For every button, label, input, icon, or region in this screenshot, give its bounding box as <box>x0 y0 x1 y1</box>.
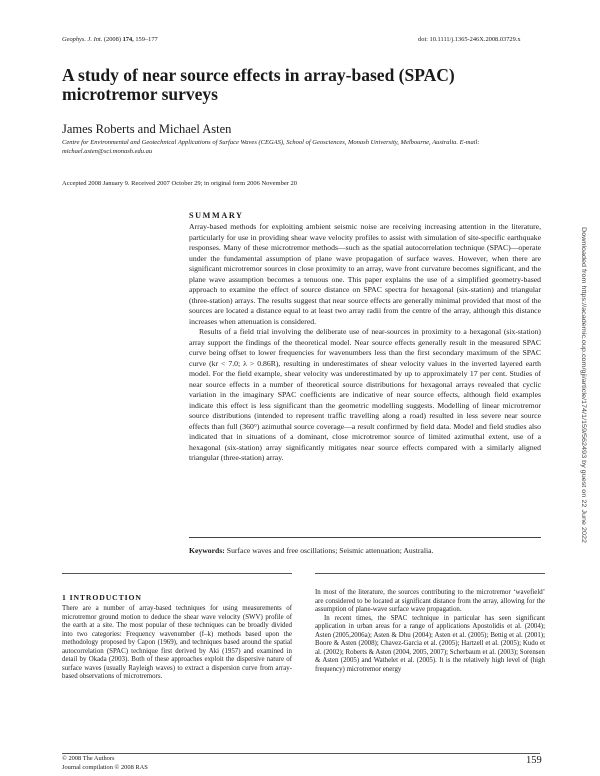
introduction-heading: 1 INTRODUCTION <box>62 593 142 602</box>
doi[interactable]: doi: 10.1111/j.1365-246X.2008.03729.x <box>418 36 521 43</box>
abstract-paragraph-1: Array-based methods for exploiting ambient seismic noise are receiving increasing attention in the literature, particularly for use in providing shear wave velocity profiles to assist with simulation of site-specific earthquake responses. Many of these microtremor methods—such as the spatial autocorrelation technique (SPAC)—operate under the fundamental assumption of plane wave propagation of surface waves. However, when there are significant microtremor sources in close proximity to an array, wave front curvature becomes significant, and the plane wave assumption becomes a tenuous one. This paper explains the use of a simplified geometry-based approach to examine the effect of source distance on SPAC spectra for hexagonal (six-station) and triangular (three-station) arrays. The results suggest that near source effects are generally minimal provided that most of the sources are located a distance equal to at least two array radii from the centre of the array, although this distance increases when attenuation is considered. <box>189 222 541 326</box>
introduction-paragraph-3: In recent times, the SPAC technique in particular has seen significant application in urban areas for a range of applications Apostolidis et al. (2004); Asten (2005,2006a); Asten & Dhu (2004); Asten et al. (2005); Bettig et al. (2001); Boore & Asten (2008); Chavez-Garcia et al. (2005); Hartzell et al. (2005); Kudo et al. (2002); Roberts & Asten (2004, 2005, 2007); Scherbaum et al. (2003); Sorensen & Asten (2005) and Wathelet et al. (2005). It is the relatively high level of (high frequency) microtremor energy <box>315 614 545 673</box>
journal-name: Geophys. J. Int. <box>62 36 103 43</box>
journal-pages: 159–177 <box>135 36 158 43</box>
abstract <box>189 222 541 464</box>
left-column-divider <box>62 573 292 574</box>
copyright-authors: © 2008 The Authors <box>62 755 115 762</box>
footer-divider <box>62 753 540 754</box>
summary-heading: SUMMARY <box>189 211 244 220</box>
paper-title: A study of near source effects in array-based (SPAC) microtremor surveys <box>62 65 455 104</box>
introduction-paragraph-1: There are a number of array-based techniques for using measurements of microtremor ground motion to deduce the shear wave velocity (SWV) profile of the earth at a site. The most popular of these techniques can be broadly divided into two categories: Frequency wavenumber (f–k) methods based upon the methodology proposed by Capon (1969), and techniques based around the spatial autocorrelation (SPAC) technique first derived by Aki (1957) and examined in detail by Okada (2003). Both of these approaches exploit the dispersive nature of surface waves (usually Rayleigh waves) to extract a dispersion curve from array-based observations of microtremors. <box>62 605 292 680</box>
copyright-footer <box>62 755 148 772</box>
affiliation: Centre for Environmental and Geotechnical Applications of Surface Waves (CEGAS), School of Geosciences, Monash University, Melbourne, Australia. E-mail: michael.asten@sci.monash.edu.au <box>62 139 480 155</box>
introduction-paragraph-2: In most of the literature, the sources contributing to the microtremor ‘wavefield’ are considered to be located at significant distance from the array, allowing for the assumption of plane-wave surface wave propagation. <box>315 589 545 613</box>
introduction-right-column <box>315 589 545 674</box>
running-header-left <box>62 36 158 43</box>
introduction-left-column <box>62 605 292 682</box>
accepted-dates: Accepted 2008 January 9. Received 2007 October 29; in original form 2006 November 20 <box>62 180 298 187</box>
abstract-paragraph-2: Results of a field trial involving the deliberate use of near-sources in proximity to a hexagonal (six-station) array support the findings of the theoretical model. Near source effects generally result in the measured SPAC curve being offset to lower frequencies for wavenumbers less than the first secondary maximum of the SPAC curve (kr < 7.0; λ > 0.86R), resulting in underestimates of shear velocity values in the inverted layered earth model. For the field example, shear velocity was underestimated by up to approximately 17 per cent. Studies of near source effects in a number of theoretical source distributions for hexagonal arrays revealed that cyclic variation in the imaginary SPAC coefficients are indicative of near source effects, although field examples indicate this effect is less significant than the geometric modelling suggests. Modelling of linear microtremor source distributions (intended to represent traffic travelling along a road) resulted in less severe near source effects than full (360°) azimuthal source coverage—a result confirmed by field data. Model and field studies also indicated that in situations of a dominant, close microtremor source of limited azimuthal extent, use of a hexagonal (six-station) array significantly mitigates near source effects compared with a similarly aligned triangular (three-station) array. <box>189 327 541 462</box>
watermark-svg <box>577 225 593 545</box>
download-notice: Downloaded from https://academic.oup.com/gji/article/174/1/159/562493 by guest on 22 June 2022 <box>580 227 587 504</box>
abstract-divider <box>189 537 541 538</box>
copyright-journal: Journal compilation © 2008 RAS <box>62 763 148 771</box>
authors: James Roberts and Michael Asten <box>62 122 232 136</box>
right-column-divider <box>315 573 545 574</box>
keywords-text: Surface waves and free oscillations; Seismic attenuation; Australia. <box>226 546 434 555</box>
keywords-label: Keywords: <box>189 546 225 555</box>
journal-year: (2008) <box>103 36 121 43</box>
journal-volume: 174, <box>122 36 134 43</box>
keywords <box>189 546 541 555</box>
page-number: 159 <box>526 755 542 766</box>
download-watermark <box>577 225 593 545</box>
